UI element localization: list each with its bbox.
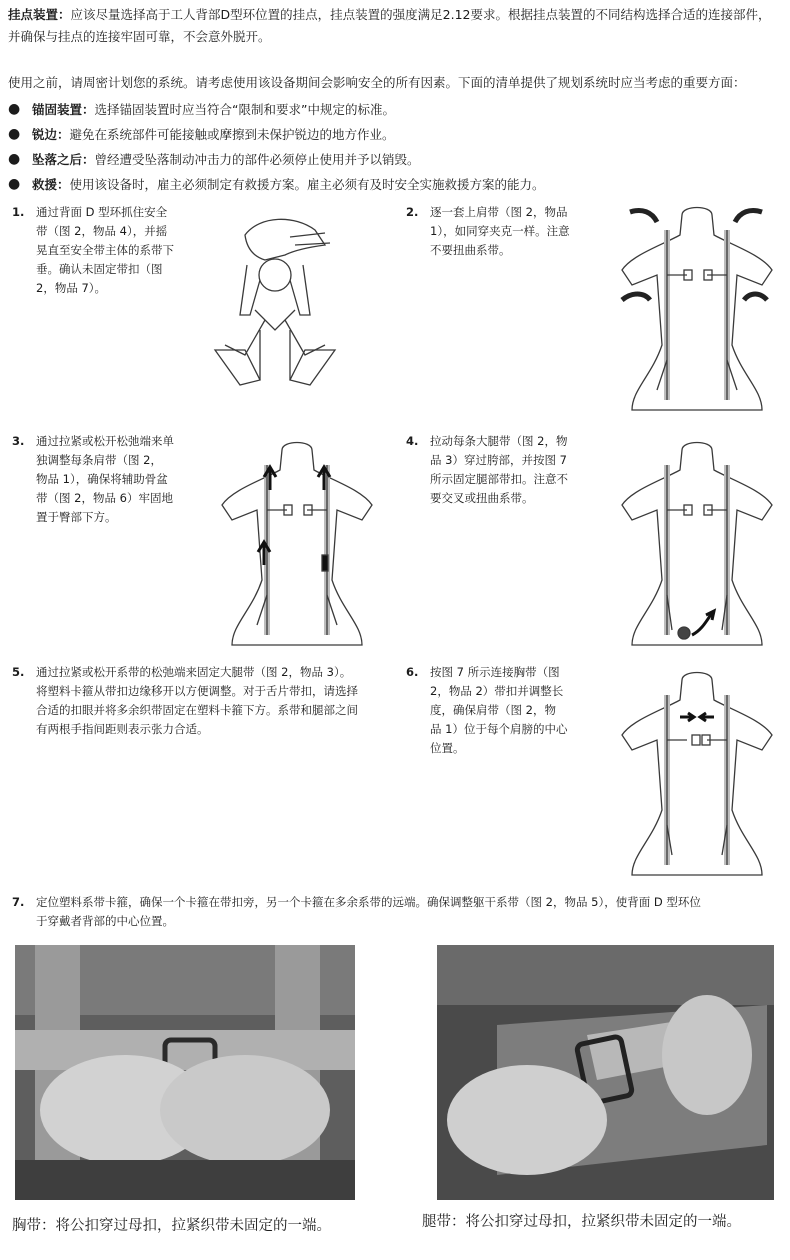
step-line: 品 1）位于每个肩膀的中心 — [430, 722, 568, 736]
step-line: 1），如同穿夹克一样。注意 — [430, 224, 570, 238]
step-line: 2，物品 7）。 — [36, 281, 107, 295]
photo-leg-strap — [437, 945, 774, 1200]
bullet-text: 使用该设备时，雇主必须制定有救援方案。雇主必须有及时安全实施救援方案的能力。 — [69, 176, 545, 192]
bullet-text: 曾经遭受坠落制动冲击力的部件必须停止使用并予以销毁。 — [94, 151, 420, 167]
bullet-icon: ● — [8, 175, 21, 192]
intro-text: 应该尽量选择高于工人背部D型环位置的挂点，挂点装置的强度满足2.12要求。根据挂点装置的不同结构选择合适的连接部件，并确保与挂点的连接牢固可靠，不会意外脱开。 — [8, 7, 771, 44]
step-number: 5. — [12, 665, 25, 679]
step-line: 晃直至安全带主体的系带下 — [36, 243, 174, 257]
planning-checklist — [8, 96, 778, 196]
step-line: 通过拉紧或松开松弛端来单 — [36, 434, 174, 448]
figure-shoulder-straps — [612, 200, 782, 415]
bullet-icon: ● — [8, 100, 21, 117]
list-item — [8, 96, 778, 121]
bullet-term: 救援： — [32, 176, 70, 192]
bullet-term: 锚固装置： — [32, 101, 95, 117]
step-line: 置于臀部下方。 — [36, 510, 117, 524]
step-line: 位置。 — [430, 741, 465, 755]
step-line: 有两根手指间距则表示张力合适。 — [36, 722, 209, 736]
step-line: 将塑料卡箍从带扣边缘移开以方便调整。对于舌片带扣，请选择 — [36, 684, 358, 698]
photo-chest-strap — [15, 945, 355, 1200]
bullet-term: 坠落之后： — [32, 151, 95, 167]
step-line: 带（图 2，物品 6）牢固地 — [36, 491, 173, 505]
step-line: 不要扭曲系带。 — [430, 243, 511, 257]
caption-chest-strap: 胸带：将公扣穿过母扣，拉紧织带未固定的一端。 — [12, 1218, 331, 1234]
intro-paragraph — [8, 4, 780, 48]
caption-leg-strap: 腿带：将公扣穿过母扣，拉紧织带未固定的一端。 — [422, 1214, 741, 1230]
figure-adjust-shoulder — [212, 435, 382, 650]
step-line: 独调整每条肩带（图 2， — [36, 453, 162, 467]
step-line: 垂。确认未固定带扣（图 — [36, 262, 163, 276]
step-number: 2. — [406, 205, 419, 219]
step-line: 品 3）穿过胯部，并按图 7 — [430, 453, 567, 467]
step-number: 6. — [406, 665, 419, 679]
step-line: 物品 1），确保将辅助骨盆 — [36, 472, 168, 486]
step-line: 合适的扣眼并将多余织带固定在塑料卡箍下方。系带和腿部之间 — [36, 703, 358, 717]
step-line: 度，确保肩带（图 2，物 — [430, 703, 556, 717]
step-line: 通过拉紧或松开系带的松弛端来固定大腿带（图 2，物品 3）。 — [36, 665, 352, 679]
list-item — [8, 121, 778, 146]
step-line: 要交叉或扭曲系带。 — [430, 491, 534, 505]
bullet-text: 选择锚固装置时应当符合“限制和要求”中规定的标准。 — [94, 101, 395, 117]
bullet-term: 锐边： — [32, 126, 70, 142]
figure-leg-straps — [612, 435, 782, 650]
figure-chest-strap — [612, 665, 782, 880]
step-number: 1. — [12, 205, 25, 219]
step-line: 带（图 2，物品 4），并摇 — [36, 224, 168, 238]
bullet-icon: ● — [8, 150, 21, 167]
step-line: 通过背面 D 型环抓住安全 — [36, 205, 168, 219]
bullet-icon: ● — [8, 125, 21, 142]
step-number: 7. — [12, 895, 25, 909]
step-line: 所示固定腿部带扣。注意不 — [430, 472, 568, 486]
bullet-text: 避免在系统部件可能接触或摩擦到未保护锐边的地方作业。 — [69, 126, 395, 142]
step-line: 2，物品 2）带扣并调整长 — [430, 684, 564, 698]
intro-term: 挂点装置： — [8, 7, 71, 22]
step-number: 3. — [12, 434, 25, 448]
step-line: 逐一套上肩带（图 2，物品 — [430, 205, 568, 219]
step-line: 于穿戴者背部的中心位置。 — [36, 914, 174, 928]
step-line: 按图 7 所示连接胸带（图 — [430, 665, 560, 679]
figure-hold-d-ring — [205, 205, 355, 390]
step-number: 4. — [406, 434, 419, 448]
planning-paragraph: 使用之前，请周密计划您的系统。请考虑使用该设备期间会影响安全的所有因素。下面的清单提供了规划系统时应当考虑的重要方面： — [8, 75, 746, 90]
list-item — [8, 146, 778, 171]
step-line: 定位塑料系带卡箍，确保一个卡箍在带扣旁，另一个卡箍在多余系带的远端。确保调整躯干系带（图 2，物品 5），使背面 D 型环位 — [36, 895, 701, 909]
step-line: 拉动每条大腿带（图 2，物 — [430, 434, 568, 448]
list-item — [8, 171, 778, 196]
